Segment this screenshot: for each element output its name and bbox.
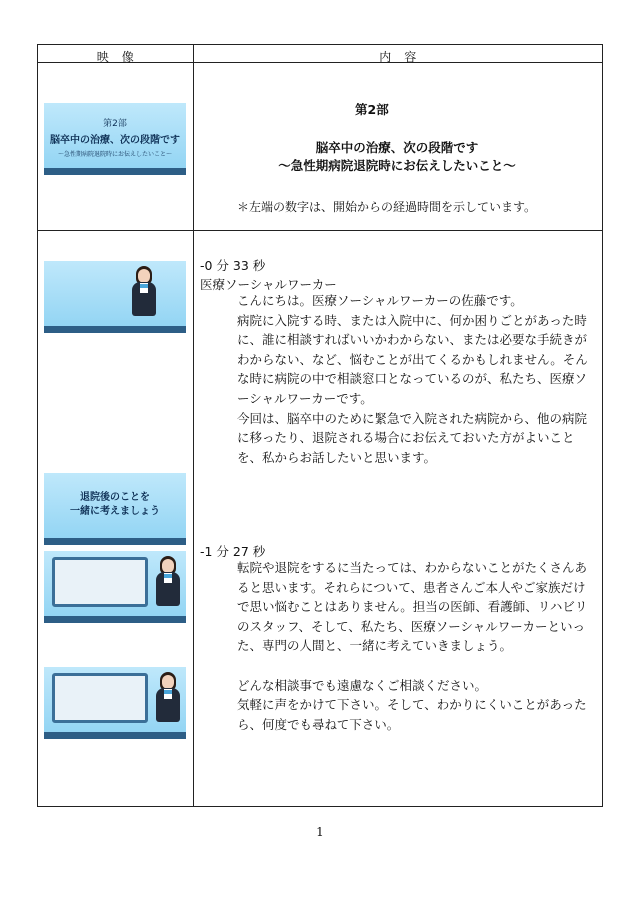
thumbnail-slogan xyxy=(44,491,186,519)
slogan-line-2: 一緒に考えましょう xyxy=(70,506,160,517)
section2-line: のスタッフ、そして、私たち、医療ソーシャルワーカーといっ xyxy=(237,618,586,634)
thumbnail-think-together xyxy=(44,473,186,545)
section2-line: ら、何度でも尋ねて下さい。 xyxy=(237,716,400,732)
intro-subtitle: ～急性期病院退院時にお伝えしたいこと～ xyxy=(278,158,516,173)
section1-line: ーシャルワーカーです。 xyxy=(237,390,373,406)
thumbnail-title: 脳卒中の治療、次の段階です xyxy=(50,135,180,146)
thumbnail-ask-anytime xyxy=(44,667,186,739)
thumbnail-band xyxy=(44,538,186,545)
section2-line: ると思います。それらについて、患者さんご本人やご家族だけ xyxy=(237,579,586,595)
thumbnail-subtitle: ～急性期病院退院時にお伝えしたいこと～ xyxy=(57,151,172,158)
thumbnail-part-label: 第2部 xyxy=(103,119,127,129)
part-heading: 第2部 xyxy=(355,102,389,117)
content-column-header: 内 容 xyxy=(379,50,417,64)
section1-line: な時に病院の中で相談窓口となっているのが、私たち、医療ソ xyxy=(237,371,588,387)
timestamp-1: -0 分 33 秒 xyxy=(200,258,266,273)
whiteboard xyxy=(52,673,148,723)
section2-line: た、専門の人間と、一緒に考えていきましょう。 xyxy=(237,638,513,654)
thumbnail-band xyxy=(44,168,186,175)
thumbnail-social-worker xyxy=(44,261,186,333)
section1-line: こんにちは。医療ソーシャルワーカーの佐藤です。 xyxy=(237,293,523,308)
section1-line: わからない、など、悩むことが出てくるかもしれません。そん xyxy=(237,351,588,367)
row-divider xyxy=(38,230,602,231)
page-number: 1 xyxy=(316,825,324,839)
section1-line: 今回は、脳卒中のために緊急で入院された病院から、他の病院 xyxy=(237,410,588,426)
section2-body xyxy=(237,558,587,734)
section2-line xyxy=(237,656,587,676)
section1-line: に移ったり、退院される場合にお伝えておいた方がよいこと xyxy=(237,430,575,446)
thumbnail-band xyxy=(44,732,186,739)
intro-note: ＊左端の数字は、開始からの経過時間を示しています。 xyxy=(237,200,537,214)
section1-line: を、私からお話したいと思います。 xyxy=(237,449,437,465)
thumbnail-band xyxy=(44,616,186,623)
section2-line: どんな相談事でも遠慮なくご相談ください。 xyxy=(237,677,488,693)
section1-line: に、誰に相談すればいいかわからない、または必要な手続きが xyxy=(237,332,588,348)
section2-line: で思い悩むことはありません。担当の医師、看護師、リハビリ xyxy=(237,599,588,615)
timestamp-2: -1 分 27 秒 xyxy=(200,544,266,559)
section2-line: 気軽に声をかけて下さい。そして、わかりにくいことがあった xyxy=(237,697,587,713)
video-column-header: 映 像 xyxy=(96,50,135,64)
section1-line: 病院に入院する時、または入院中に、何か困りごとがあった時 xyxy=(237,312,587,328)
section1-body xyxy=(237,291,588,467)
thumbnail-band xyxy=(44,326,186,333)
intro-title: 脳卒中の治療、次の段階です xyxy=(315,140,479,155)
slogan-line-1: 退院後のことを xyxy=(80,492,150,503)
whiteboard xyxy=(52,557,148,607)
section2-line: 転院や退院をするに当たっては、わからないことがたくさんあ xyxy=(237,560,588,575)
thumbnail-board-worries xyxy=(44,551,186,623)
speaker-label: 医療ソーシャルワーカー xyxy=(200,277,337,292)
thumbnail-title-slide xyxy=(44,103,186,175)
